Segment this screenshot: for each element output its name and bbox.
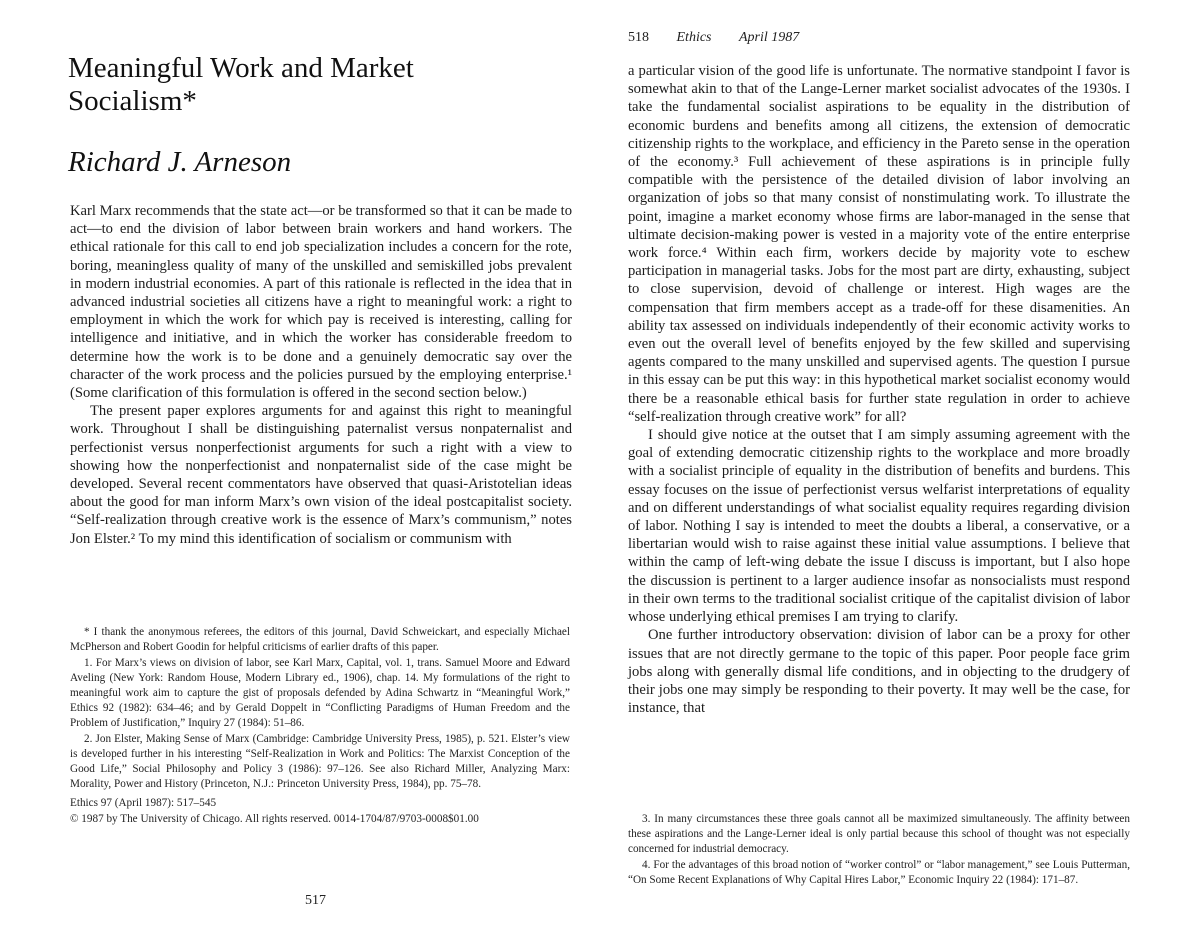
footnote: 1. For Marx’s views on division of labor, see Karl Marx, Capital, vol. 1, trans. Samuel Moore and Edward Aveling (New York: Random House, Modern Library ed., 1906), chap. 14. My formulations of the right to meaningful work aim to capture the gist of proposals defended by Adina Schwartz in “Meaningful Work,” Ethics 92 (1982): 634–46; and by Gerald Doppelt in “Conflicting Paradigms of Human Freedom and the Problem of Justification,” Inquiry 27 (1984): 51–86.: [70, 657, 570, 729]
article-author: Richard J. Arneson: [68, 146, 292, 178]
paragraph: I should give notice at the outset that I am simply assuming agreement with the goal of extending democratic citizenship rights to the workplace and more broadly with a socialist principle of equality in the distribution of benefits and burdens. This essay focuses on the issue of perfectionist versus welfarist interpretations of equality and on different understandings of what socialist equality requires regarding division of labor. Nothing I say is intended to meet the doubts a liberal, a conservative, or a libertarian would wish to raise against these initial value assumptions. I believe that within the camp of left-wing debate the issue I discuss is important, but I also hope the discussion is pertinent to a larger audience insofar as nonsocialists must respond in their own terms to the traditional socialist critique of the capitalist division of labor whose underlying ethical premises I am trying to clarify.: [628, 427, 1130, 626]
running-head-journal: Ethics: [676, 30, 712, 45]
running-head-page-number: 518: [628, 30, 649, 45]
footnote: 4. For the advantages of this broad notion of “worker control” or “labor management,” see Louis Putterman, “On Some Recent Explanations of Why Capital Hires Labor,” Economic Inquiry 22 (1984): 171–87.: [628, 859, 1130, 886]
article-title: Meaningful Work and Market Socialism*: [68, 52, 414, 117]
right-footnotes: [628, 812, 1130, 889]
page-number: 517: [305, 893, 326, 908]
footnote: 3. In many circumstances these three goals cannot all be maximized simultaneously. The affinity between these aspirations and the Lange-Lerner ideal is only partial because this school of thought was not especially concerned for industrial democracy.: [628, 813, 1130, 855]
paragraph: The present paper explores arguments for and against this right to meaningful work. Throughout I shall be distinguishing paternalist versus nonpaternalist and perfectionist versus nonperfectionist arguments for such a right with a view to showing how the nonperfectionist and nonpaternalist side of the case might be developed. Several recent commentators have observed that quasi-Aristotelian ideas about the good for man inform Marx’s own vision of the ideal postcapitalist society. “Self-realization through creative work is the essence of Marx’s communism,” notes Jon Elster.² To my mind this identification of socialism or communism with: [70, 403, 572, 547]
paragraph: Karl Marx recommends that the state act—or be transformed so that it can be made to act—to end the division of labor between brain workers and hand workers. The ethical rationale for this call to end job specialization includes a concern for the rote, boring, meaningless quality of many of the unskilled and semiskilled jobs prevalent in modern industrial economies. A part of this rationale is reflected in the idea that in advanced industrial societies all citizens have a right to meaningful work: a right to employment in which the work for which pay is received is interesting, calling for intelligence and initiative, and in which the worker has considerable freedom to determine how the work is to be done and a genuinely democratic say over the character of the work process and the policies pursued by the employing enterprise.¹ (Some clarification of this formulation is offered in the second section below.): [70, 203, 572, 402]
publication-citation: Ethics 97 (April 1987): 517–545: [70, 797, 217, 809]
right-body-text: [628, 62, 1130, 717]
copyright-line: © 1987 by The University of Chicago. All rights reserved. 0014-1704/87/9703-0008$01.00: [70, 813, 479, 825]
paragraph: One further introductory observation: division of labor can be a proxy for other issues that are not directly germane to the topic of this paper. Poor people face grim jobs along with generally dismal life conditions, and in objecting to the drudgery of their jobs one may simply be responding to their poverty. It may well be the case, for instance, that: [628, 627, 1130, 717]
paragraph: a particular vision of the good life is unfortunate. The normative standpoint I favor is somewhat akin to that of the Lange-Lerner market socialist advocates of the 1930s. I take the fundamental socialist aspirations to be equality in the distribution of economic burdens and benefits among all citizens, the extension of democratic citizenship rights to the workplace, and efficiency in the Pareto sense in the operation of the economy.³ Full achievement of these aspirations is in principle fully compatible with the persistence of the detailed division of labor involving an organization of jobs so that many consist of nonstimulating work. To illustrate the point, imagine a market economy whose firms are labor-managed in the sense that ultimate decision-making power is vested in a majority vote of the entire enterprise work force.⁴ Within each firm, workers decide by majority vote to eschew participation in managerial tasks. Jobs for the most part are dirty, exhausting, subject to close supervision, devoid of challenge or interest. High wages are the compensation that firm members accept as a trade-off for these disamenities. An ability tax assessed on individuals independently of their economic activity works to even out the overall level of benefits enjoyed by the few skilled and supervising agents compared to the many unskilled and supervised agents. The question I pursue in this essay can be put this way: in this hypothetical market socialist economy would there be a reasonable ethical basis for further state regulation in order to achieve “self-realization through creative work” for all?: [628, 63, 1130, 425]
running-head: [628, 30, 823, 46]
footnote: * I thank the anonymous referees, the editors of this journal, David Schweickart, and especially Michael McPherson and Robert Goodin for helpful criticisms of earlier drafts of this paper.: [70, 626, 570, 653]
running-head-date: April 1987: [739, 30, 800, 45]
left-body-text: [70, 202, 572, 548]
footnote: 2. Jon Elster, Making Sense of Marx (Cambridge: Cambridge University Press, 1985), p. 521. Elster’s view is developed further in his interesting “Self-Realization in Work and Politics: The Marxist Conception of the Good Life,” Social Philosophy and Policy 3 (1986): 97–126. See also Richard Miller, Analyzing Marx: Morality, Power and History (Princeton, N.J.: Princeton University Press, 1984), pp. 75–78.: [70, 733, 570, 790]
left-footnotes: [70, 625, 570, 828]
right-page: [600, 0, 1200, 927]
